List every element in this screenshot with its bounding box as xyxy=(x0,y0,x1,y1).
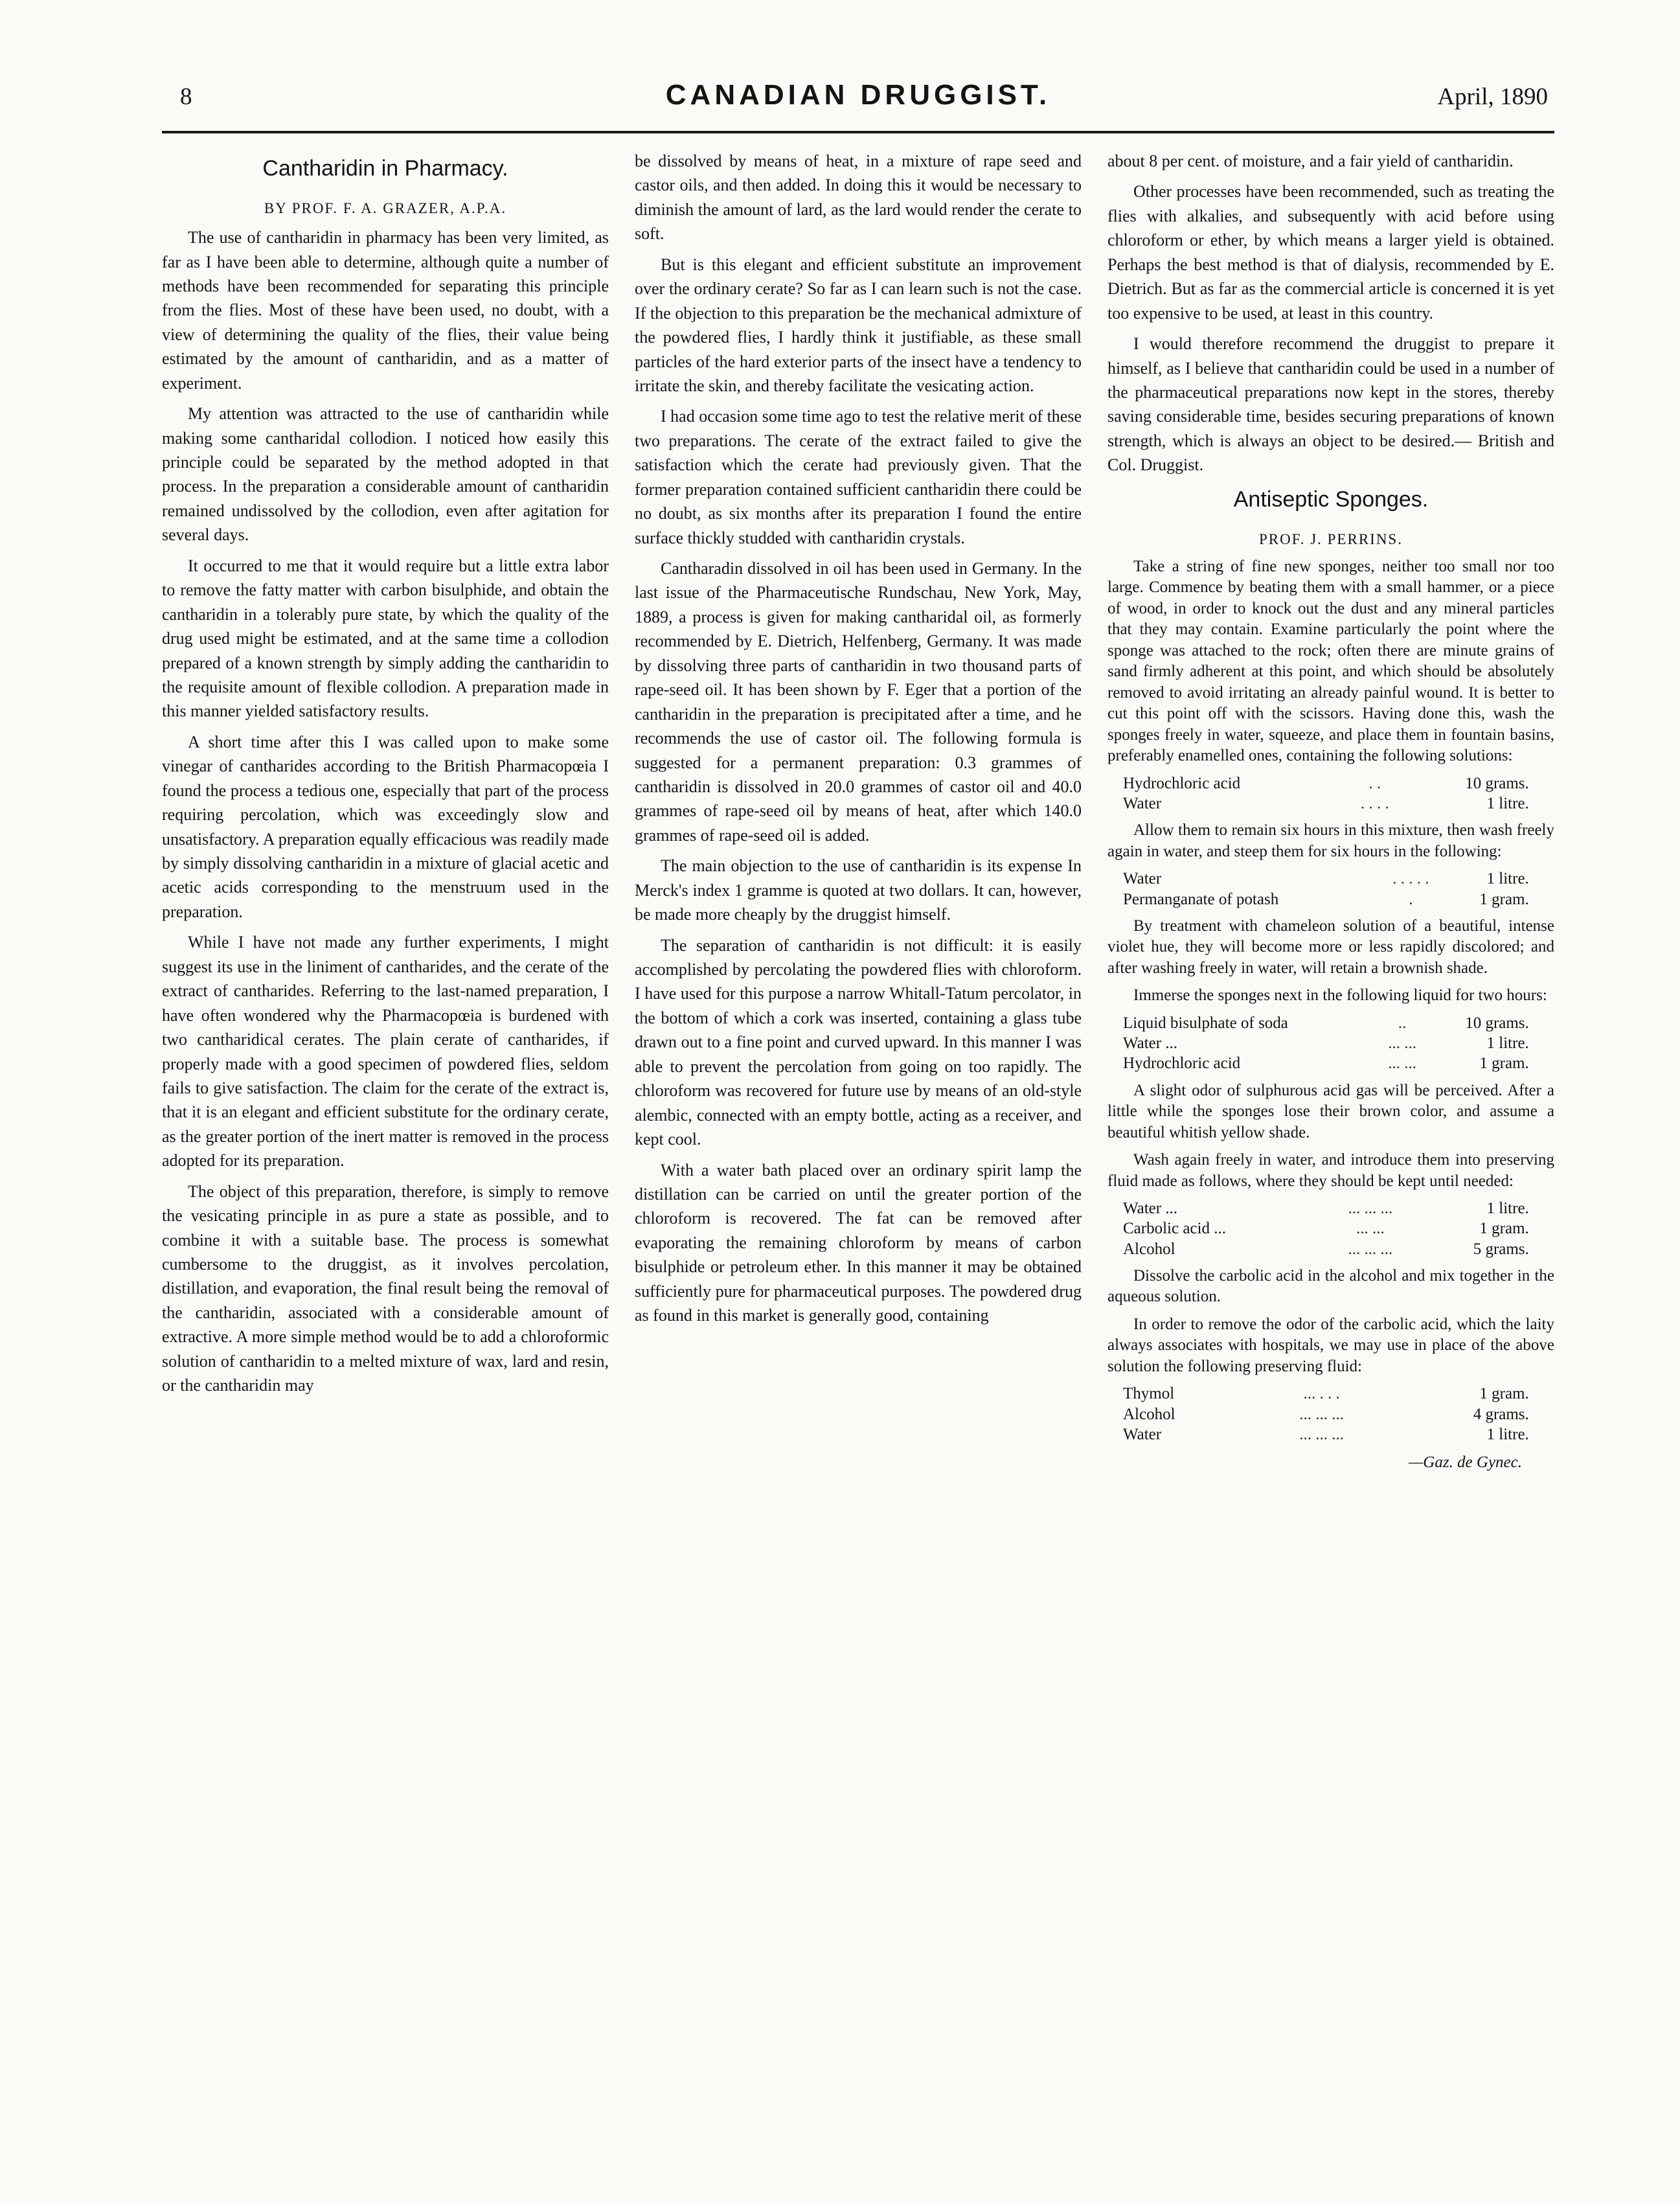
formula-table xyxy=(1120,869,1532,909)
formula-row xyxy=(1120,773,1532,793)
formula-row xyxy=(1120,1053,1532,1073)
paragraph: Dissolve the carbolic acid in the alcohol and mix together in the aqueous solution. xyxy=(1107,1266,1554,1306)
article-title: Antiseptic Sponges. xyxy=(1233,486,1429,512)
article-title: Cantharidin in Pharmacy. xyxy=(262,156,508,181)
paragraph: be dissolved by means of heat, in a mixture of rape seed and castor oils, and then added. In doing this it would be necessary to diminish the amount of lard, as the lard would render the cerate to soft. xyxy=(635,152,1082,244)
formula-amount: 1 litre. xyxy=(1486,795,1529,812)
formula-dots: . . xyxy=(1368,774,1381,792)
paragraph: But is this elegant and efficient substitute an improvement over the ordinary cerate? So far as I can learn such is not the case. If the objection to this preparation be the mechanical admixture of the powdered flies, I hardly think it justifiable, as these small particles of the hard exterior parts of the insect have a tendency to irritate the skin, and thereby facilitate the vesicating action. xyxy=(635,255,1082,395)
formula-dots: ... ... xyxy=(1356,1220,1385,1238)
formula-dots: . . . . . xyxy=(1392,870,1429,888)
formula-item: Alcohol xyxy=(1123,1405,1175,1423)
column-2 xyxy=(635,149,1082,1474)
formula-amount: 1 litre. xyxy=(1486,870,1529,888)
paragraph: By treatment with chameleon solution of a beautiful, intense violet hue, they will become more or less rapidly discolored; and after washing freely in water, will retain a brownish shade. xyxy=(1107,917,1554,977)
formula-amount: 1 gram. xyxy=(1479,1055,1529,1073)
formula-dots: . xyxy=(1409,890,1413,908)
formula-amount: 1 litre. xyxy=(1486,1034,1529,1052)
paragraph: The main objection to the use of cantharidin is its expense In Merck's index 1 gramme is quoted at two dollars. It can, however, be made more cheaply by the druggist himself. xyxy=(635,856,1082,924)
paragraph: It occurred to me that it would require but a little extra labor to remove the fatty matter with carbon bisulphide, and obtain the cantharidin in a tolerably pure state, by which the quality of the drug used might be estimated, and at the same time a collodion prepared of a known strength by simply adding the cantharidin to the requisite amount of flexible collodion. A preparation made in this manner yielded satisfactory results. xyxy=(162,556,609,721)
formula-table xyxy=(1120,773,1532,814)
paragraph: Cantharadin dissolved in oil has been used in Germany. In the last issue of the Pharmaceutische Rundschau, New York, May, 1889, a process is given for making cantharidal oil, as formerly recommended by E. Dietrich, Helfenberg, Germany. It was made by dissolving three parts of cantharidin in two thousand parts of rape-seed oil. It has been shown by F. Eger that a portion of the cantharidin in the preparation is precipitated after a time, and he recommends the use of castor oil. The following formula is suggested for a permanent preparation: 0.3 grammes of cantharidin is dissolved in 20.0 grammes of castor oil and 40.0 grammes of rape-seed oil by means of heat, after which 140.0 grammes of rape-seed oil is added. xyxy=(635,559,1082,845)
paragraph: A short time after this I was called upon to make some vinegar of cantharides according to the British Pharmacopœia I found the process a tedious one, especially that part of the process requiring percolation, which was exceedingly slow and unsatisfactory. A preparation equally efficacious was readily made by simply dissolving cantharidin in a mixture of glacial acetic and acetic acids corresponding to the menstruum used in the preparation. xyxy=(162,732,609,921)
formula-amount: 1 gram. xyxy=(1479,1385,1529,1403)
formula-row xyxy=(1120,1033,1532,1053)
formula-row xyxy=(1120,869,1532,889)
header-rule xyxy=(162,131,1554,133)
formula-table xyxy=(1120,1384,1532,1444)
formula-dots: ... ... ... xyxy=(1299,1405,1344,1423)
paragraph: My attention was attracted to the use of cantharidin while making some cantharidal collodion. I noticed how easily this principle could be separated by the method adopted in that process. In the preparation a considerable amount of cantharidin remained undissolved by the collodion, even after agitation for several days. xyxy=(162,404,609,545)
paragraph: Allow them to remain six hours in this mixture, then wash freely again in water, and steep them for six hours in the following: xyxy=(1107,821,1554,860)
paragraph: With a water bath placed over an ordinary spirit lamp the distillation can be carried on until the greater portion of the chloroform is recovered. The fat can be removed after evaporating the remaining chloroform by means of carbon bisulphide or petroleum ether. In this manner it may be obtained sufficiently pure for pharmaceutical purposes. The powdered drug as found in this market is generally good, containing xyxy=(635,1160,1082,1325)
newspaper-page xyxy=(162,71,1554,2131)
formula-row xyxy=(1120,1424,1532,1444)
formula-item: Liquid bisulphate of soda xyxy=(1123,1014,1288,1032)
formula-item: Hydrochloric acid xyxy=(1123,1055,1241,1073)
formula-amount: 1 litre. xyxy=(1486,1200,1529,1217)
formula-item: Water ... xyxy=(1123,1200,1178,1217)
paragraph: The separation of cantharidin is not difficult: it is easily accomplished by percolating the powdered flies with chloroform. I have used for this purpose a narrow Whitall-Tatum percolator, in the bottom of which a cork was inserted, containing a glass tube drawn out to a fine point and curved upward. In this manner I was able to prevent the percolation from going on too rapidly. The chloroform was recovered for future use by means of an old-style alembic, connected with an empty bottle, acting as a receiver, and kept cool. xyxy=(635,935,1082,1149)
formula-item: Hydrochloric acid xyxy=(1123,774,1241,792)
page-header xyxy=(162,71,1554,130)
formula-dots: .. xyxy=(1398,1014,1407,1032)
formula-item: Water xyxy=(1123,795,1162,812)
formula-amount: 1 litre. xyxy=(1486,1425,1529,1443)
paragraph: I would therefore recommend the druggist to prepare it himself, as I believe that cantharidin could be used in a number of the pharmaceutical preparations now kept in the stores, thereby saving considerable time, besides securing preparations of known strength, which is always an object to be desired.— British and Col. Druggist. xyxy=(1107,334,1554,475)
article-signature: —Gaz. de Gynec. xyxy=(1409,1454,1522,1471)
formula-dots: ... ... ... xyxy=(1299,1425,1344,1443)
article-byline: PROF. J. PERRINS. xyxy=(1259,531,1403,547)
formula-dots: . . . . xyxy=(1360,795,1389,812)
paragraph: Other processes have been recommended, such as treating the flies with alkalies, and subsequently with acid before using chloroform or ether, by which means a larger yield is obtained. Perhaps the best method is that of dialysis, recommended by E. Dietrich. But as far as the commercial article is concerned it is yet too expensive to be used, at least in this country. xyxy=(1107,182,1554,323)
formula-dots: ... ... xyxy=(1388,1034,1416,1052)
paragraph: The use of cantharidin in pharmacy has been very limited, as far as I have been able to determine, although quite a number of methods have been recommended for separating this principle from the flies. Most of these have been used, no doubt, with a view of determining the quality of the flies, their value being estimated by the amount of cantharidin, and as a matter of experiment. xyxy=(162,228,609,393)
formula-row xyxy=(1120,1404,1532,1424)
paragraph: A slight odor of sulphurous acid gas will be perceived. After a little while the sponges lose their brown color, and assume a beautiful whitish yellow shade. xyxy=(1107,1081,1554,1141)
formula-item: Thymol xyxy=(1123,1385,1175,1403)
article-columns xyxy=(162,149,1554,1474)
paragraph: The object of this preparation, therefore, is simply to remove the vesicating principle in as pure a state as possible, and to combine it with a suitable base. The process is somewhat cumbersome to the druggist, as it involves percolation, distillation, and evaporation, the final result being the removal of the cantharidin, associated with a considerable amount of extractive. A more simple method would be to add a chloroformic solution of cantharidin to a melted mixture of wax, lard and resin, or the cantharidin may xyxy=(162,1181,609,1395)
formula-amount: 5 grams. xyxy=(1473,1240,1529,1258)
formula-row xyxy=(1120,1013,1532,1033)
page-number: 8 xyxy=(180,84,192,110)
paragraph: Wash again freely in water, and introduce them into preserving fluid made as follows, where they should be kept until needed: xyxy=(1107,1151,1554,1190)
formula-table xyxy=(1120,1013,1532,1074)
paragraph: In order to remove the odor of the carbolic acid, which the laity always associates with hospitals, we may use in place of the above solution the following preserving fluid: xyxy=(1107,1315,1554,1375)
formula-dots: ... . . . xyxy=(1303,1385,1340,1403)
article-byline: BY PROF. F. A. GRAZER, A.P.A. xyxy=(264,200,507,216)
formula-row xyxy=(1120,1384,1532,1404)
formula-dots: ... ... ... xyxy=(1348,1200,1393,1217)
paragraph: Immerse the sponges next in the following liquid for two hours: xyxy=(1133,987,1547,1005)
formula-row xyxy=(1120,1239,1532,1259)
paragraph: Take a string of fine new sponges, neither too small nor too large. Commence by beating them with a small hammer, or a piece of wood, in order to knock out the dust and any mineral particles that they may contain. Examine particularly the point where the sponge was attached to the rock; often there are minute grains of sand firmly adherent at this point, and which should be absolutely removed to avoid irritating an already painful wound. It is better to cut this point off with the scissors. Having done this, wash the sponges freely in water, squeeze, and place them in fountain basins, preferably enamelled ones, containing the following solutions: xyxy=(1107,557,1554,765)
formula-row xyxy=(1120,889,1532,909)
formula-dots: ... ... xyxy=(1388,1055,1416,1073)
paragraph: I had occasion some time ago to test the relative merit of these two preparations. The cerate of the extract failed to give the satisfaction which the cerate had previously given. That the former preparation contained sufficient cantharidin there could be no doubt, as six months after its preparation I found the entire surface thickly studded with cantharidin crystals. xyxy=(635,407,1082,547)
masthead-title: CANADIAN DRUGGIST. xyxy=(665,79,1051,111)
formula-row xyxy=(1120,793,1532,814)
paragraph: While I have not made any further experiments, I might suggest its use in the liniment of cantharides, and the cerate of the extract of cantharides. Referring to the last-named preparation, I have often wondered why the Pharmacopœia is burdened with two cantharidical cerates. The plain cerate of cantharides, if properly made with a good specimen of powdered flies, seldom fails to give satisfaction. The claim for the cerate of the extract is, that it is an elegant and efficient substitute for the ordinary cerate, as the greater portion of the inert matter is removed in the process adopted for its preparation. xyxy=(162,933,609,1170)
column-3 xyxy=(1107,149,1554,1474)
formula-amount: 1 gram. xyxy=(1479,890,1529,908)
paragraph: about 8 per cent. of moisture, and a fair yield of cantharidin. xyxy=(1107,152,1514,170)
formula-amount: 4 grams. xyxy=(1473,1405,1529,1423)
column-1 xyxy=(162,149,609,1474)
formula-item: Alcohol xyxy=(1123,1240,1175,1258)
formula-row xyxy=(1120,1218,1532,1238)
formula-amount: 10 grams. xyxy=(1465,774,1529,792)
formula-item: Water ... xyxy=(1123,1034,1178,1052)
formula-item: Water xyxy=(1123,1425,1162,1443)
formula-dots: ... ... ... xyxy=(1348,1240,1393,1258)
formula-table xyxy=(1120,1198,1532,1259)
formula-item: Water xyxy=(1123,870,1162,888)
formula-amount: 10 grams. xyxy=(1465,1014,1529,1032)
formula-item: Carbolic acid ... xyxy=(1123,1220,1226,1238)
formula-amount: 1 gram. xyxy=(1479,1220,1529,1238)
formula-row xyxy=(1120,1198,1532,1218)
formula-item: Permanganate of potash xyxy=(1123,890,1279,908)
issue-date: April, 1890 xyxy=(1437,84,1548,110)
